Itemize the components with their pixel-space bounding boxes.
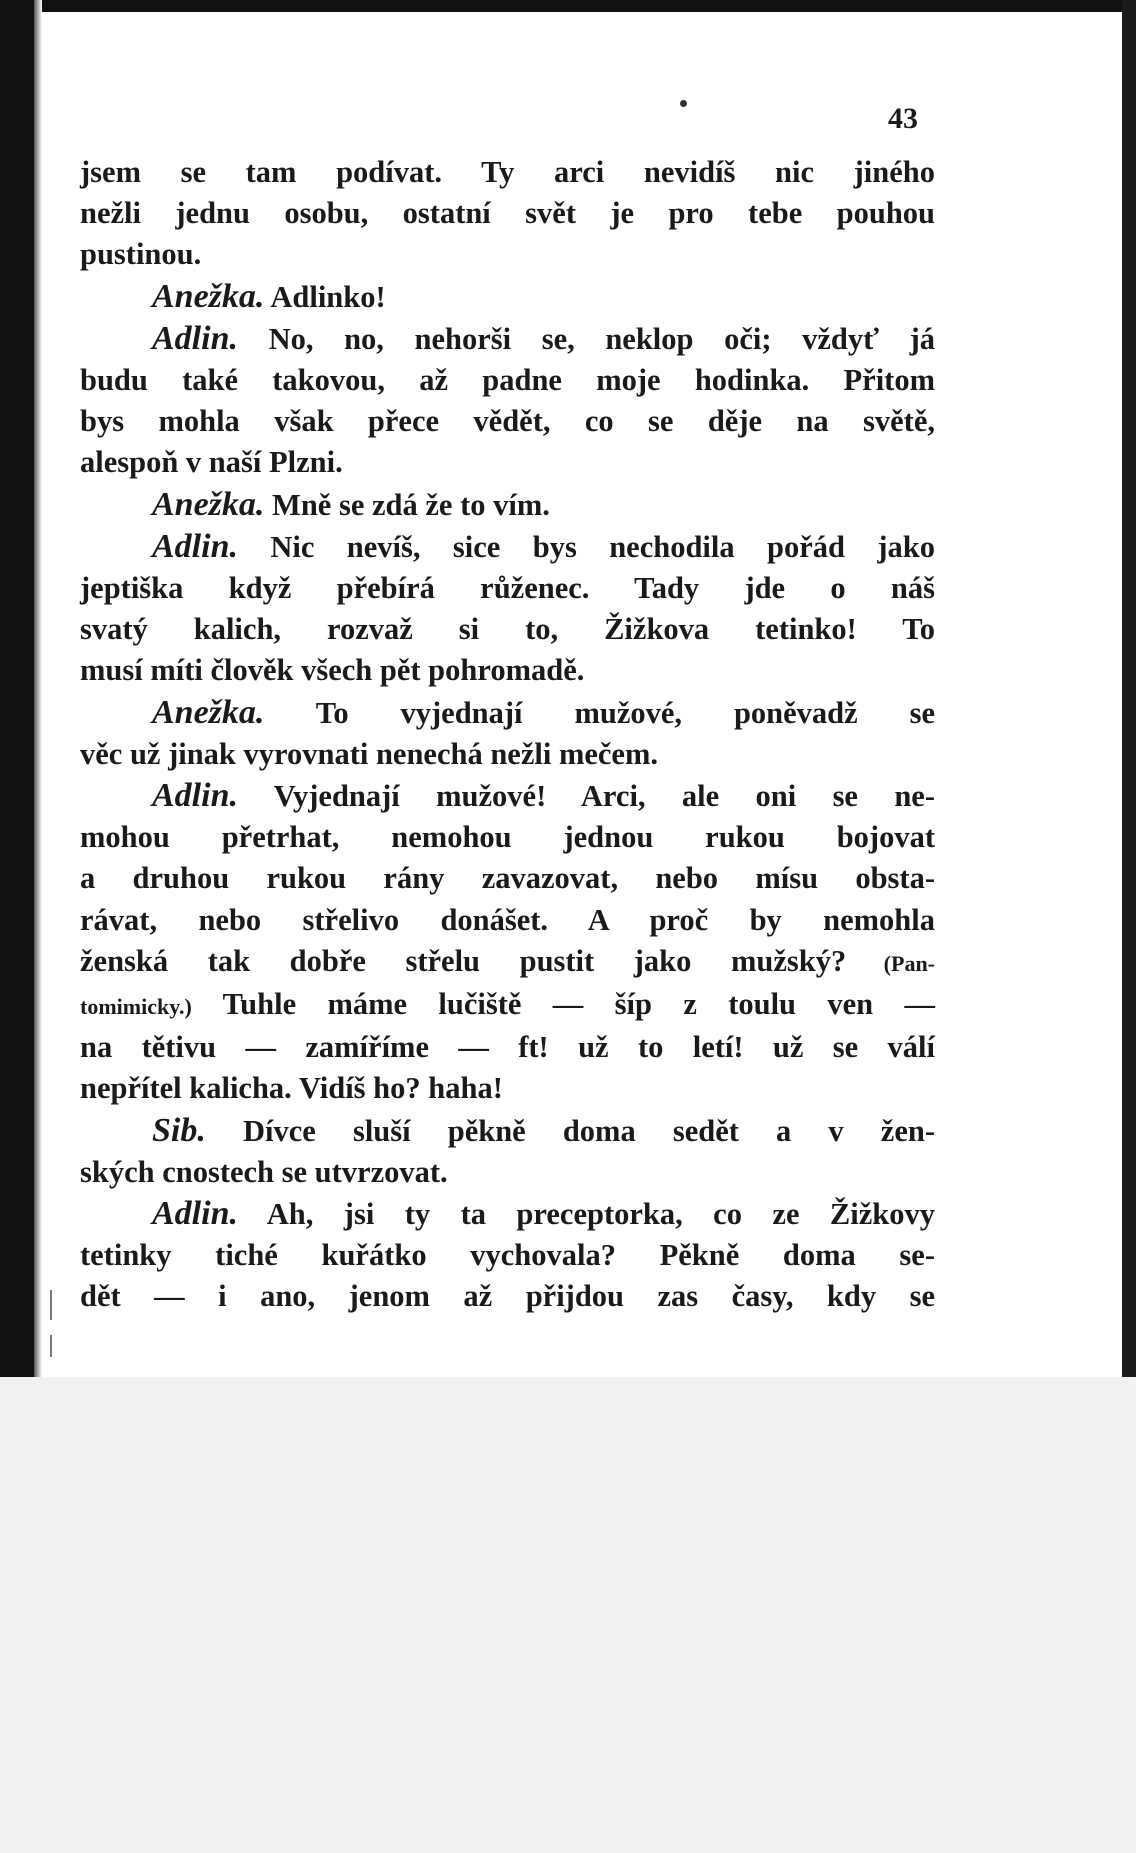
speaker-name: Anežka.: [152, 693, 265, 731]
text-line: [80, 734, 935, 775]
line-text: bys mohla však přece vědět, co se děje na světě,: [80, 404, 935, 439]
speaker-name: Adlin.: [152, 527, 238, 565]
speaker-name: Anežka.: [152, 277, 265, 315]
book-text: [80, 152, 935, 1318]
line-text: ských cnostech se utvrzovat.: [80, 1154, 448, 1189]
line-text: mohou přetrhat, nemohou jednou rukou bojovat: [80, 820, 935, 855]
line-text: nepřítel kalicha. Vidíš ho? haha!: [80, 1071, 503, 1106]
stage-direction: (Pan-: [846, 950, 936, 976]
text-line: [80, 1276, 935, 1317]
text-line: [80, 858, 935, 899]
line-text: To vyjednají mužové, poněvadž se: [264, 695, 935, 730]
text-line: [80, 276, 935, 318]
text-line: [80, 775, 935, 817]
text-line: [80, 360, 935, 401]
line-text: Vyjednají mužové! Arci, ale oni se ne-: [237, 779, 935, 814]
stage-direction: tomimicky.): [80, 994, 192, 1020]
line-text: Ah, jsi ty ta preceptorka, co ze Žižkovy: [237, 1197, 935, 1232]
text-line: [80, 401, 935, 442]
line-text: nežli jednu osobu, ostatní svět je pro tebe pouhou: [80, 196, 935, 231]
text-line: [80, 1152, 935, 1193]
text-line: [80, 692, 935, 734]
line-text: Mně se zdá že to vím.: [264, 487, 550, 522]
line-text: svatý kalich, rozvaž si to, Žižkova tetinko! To: [80, 612, 935, 647]
line-text: tetinky tiché kuřátko vychovala? Pěkně doma se-: [80, 1238, 935, 1273]
line-text: a druhou rukou rány zavazovat, nebo mísu obsta-: [80, 861, 935, 896]
speaker-name: Adlin.: [152, 1195, 238, 1233]
text-line: [80, 1193, 935, 1235]
text-line: [80, 568, 935, 609]
text-line: [80, 609, 935, 650]
text-line: [80, 900, 935, 941]
speaker-name: Adlin.: [152, 319, 238, 357]
speaker-name: Sib.: [152, 1111, 206, 1149]
page-number: 43: [888, 102, 918, 135]
line-text: alespoň v naší Plzni.: [80, 445, 343, 480]
line-text: musí míti člověk všech pět pohromadě.: [80, 653, 585, 688]
line-text: dět — i ano, jenom až přijdou zas časy, kdy se: [80, 1279, 935, 1314]
text-line: [80, 526, 935, 568]
line-text: budu také takovou, až padne moje hodinka. Přitom: [80, 363, 935, 398]
speaker-name: Anežka.: [152, 485, 265, 523]
text-line: [80, 817, 935, 858]
text-line: [80, 650, 935, 691]
text-line: [80, 1027, 935, 1068]
text-line: [80, 152, 935, 193]
text-line: [80, 193, 935, 234]
line-text: Dívce sluší pěkně doma sedět a v žen-: [205, 1113, 935, 1148]
line-text: Nic nevíš, sice bys nechodila pořád jako: [237, 529, 935, 564]
line-text: Adlinko!: [264, 279, 386, 314]
text-line: [80, 442, 935, 483]
text-line: [80, 941, 935, 984]
text-line: [80, 234, 935, 275]
scan-speck: [680, 100, 687, 107]
text-line: [80, 1068, 935, 1109]
line-text: pustinou.: [80, 237, 202, 272]
scan-border-left: [0, 0, 34, 1377]
line-text: ženská tak dobře střelu pustit jako mužský?: [80, 943, 847, 978]
text-line: [80, 318, 935, 360]
line-text: věc už jinak vyrovnati nenechá nežli mečem.: [80, 736, 658, 771]
line-text: No, no, nehorši se, neklop oči; vždyť já: [237, 321, 935, 356]
margin-mark: [50, 1290, 52, 1320]
line-text: Tuhle máme lučiště — šíp z toulu ven —: [191, 987, 935, 1022]
line-text: na tětivu — zamíříme — ft! už to letí! už se válí: [80, 1030, 935, 1065]
speaker-name: Adlin.: [152, 777, 238, 815]
text-line: [80, 984, 935, 1027]
margin-mark: [50, 1335, 52, 1357]
text-line: [80, 1110, 935, 1152]
line-text: rávat, nebo střelivo donášet. A proč by nemohla: [80, 902, 935, 937]
scan-border-top: [0, 0, 1136, 12]
scan-border-right: [1122, 0, 1136, 1377]
line-text: jsem se tam podívat. Ty arci nevidíš nic jiného: [80, 155, 935, 189]
text-line: [80, 1235, 935, 1276]
line-text: jeptiška když přebírá růženec. Tady jde o náš: [80, 571, 935, 606]
text-line: [80, 484, 935, 526]
